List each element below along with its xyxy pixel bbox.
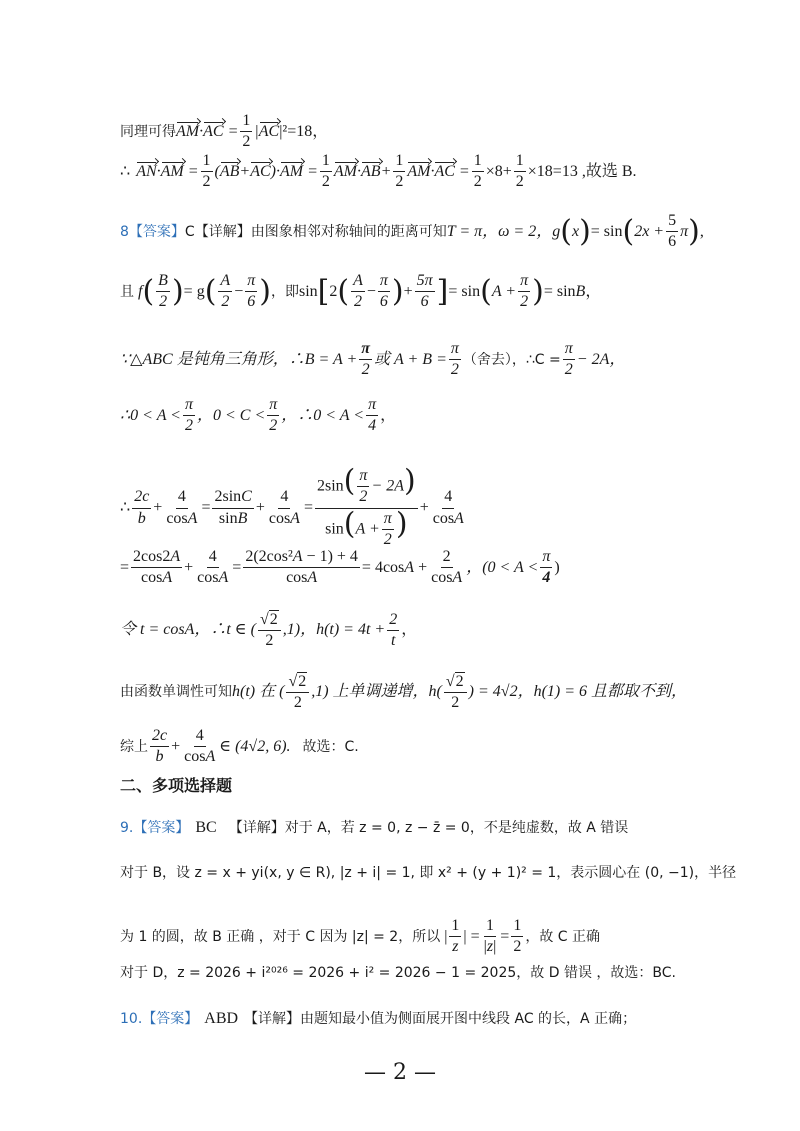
text: − 2A， bbox=[576, 350, 626, 368]
text: ，即 bbox=[270, 283, 299, 300]
text: ×18=13 ,故选 B. bbox=[527, 162, 637, 180]
line-q10 bbox=[120, 1011, 700, 1027]
line-q9 bbox=[120, 820, 700, 836]
text: T = π，ω = 2， bbox=[446, 222, 553, 240]
text: ∈ (4√2, 6). bbox=[219, 737, 291, 755]
answer-label: 8【答案】 bbox=[120, 223, 185, 240]
text: 或 A + B = bbox=[374, 350, 447, 368]
text: ， bbox=[380, 406, 397, 424]
text: ，∴0 < A < bbox=[281, 406, 365, 424]
text: 且 bbox=[120, 283, 134, 300]
line-q9-d bbox=[120, 966, 700, 980]
text: C【详解】 bbox=[184, 223, 251, 240]
line-an-am: ∴ AN·AM = $\frac{1}{2}$ (AB+AC)·AM = $\frac{1}{2}$ AM·AB+ $\frac{1}{2}$ AM·AC = $\frac{1}{2}$ ×8+ $\frac{1}{2}$ ×18=13 ,故选 B. bbox=[120, 152, 637, 191]
text: 为 1 的圆，故 B 正确 ，对于 C 因为 |z| = 2，所以 bbox=[120, 928, 441, 945]
text: |²=18， bbox=[279, 122, 329, 140]
line-conclusion: 综上 $\frac{2c}{b}$ + $\frac{4}{\cos A}$ ∈ (4√2, 6). 故选：C. bbox=[120, 727, 359, 766]
text: 同理可得 bbox=[120, 123, 176, 140]
text: ，(0 < A < bbox=[466, 558, 539, 576]
text: ,1)，h(t) = 4t + bbox=[282, 621, 386, 639]
text: h(t) 在 ( bbox=[232, 683, 285, 701]
answer-label: 10.【答案】 bbox=[120, 1011, 199, 1027]
text: 对于 D，z = 2026 + i²⁰²⁶ = 2026 + i² = 2026 − 1 = 2025，故 D 错误 ，故选：BC. bbox=[120, 965, 676, 981]
text: 【详解】对于 A，若 z = 0, z − z̄ = 0，不是纯虚数，故 A 错误 bbox=[228, 820, 629, 836]
text: 对于 B，设 z = x + yi(x, y ∈ R), |z + i| = 1, 即 x² + (y + 1)² = 1，表示圆心在 (0, −1)，半径 bbox=[120, 865, 737, 881]
page-number: — 2 — bbox=[364, 1060, 436, 1085]
text: 由图象相邻对称轴间的距离可知 bbox=[250, 223, 447, 240]
section-heading: 二、多项选择题 bbox=[120, 776, 233, 795]
text: ABD bbox=[204, 1010, 239, 1027]
line-range: ∴0 < A < $\frac{\pi}{2}$ ，0 < C < $\frac{\pi}{2}$ ，∴0 < A < $\frac{\pi}{4}$ ， bbox=[120, 396, 397, 435]
line-q9-b bbox=[120, 865, 737, 881]
line-q8: 8【答案】 C【详解】 由图象相邻对称轴间的距离可知 T = π，ω = 2， g ( x ) = sin ( 2x + $\frac{5}{6}$ π ) , bbox=[120, 212, 704, 251]
line-am-ac: 同理可得 AM·AC = $\frac{1}{2}$ |AC |²=18， bbox=[120, 112, 329, 151]
answer-label: 9.【答案】 bbox=[120, 820, 190, 836]
line-q9-c: 为 1 的圆，故 B 正确 ，对于 C 因为 |z| = 2，所以 | $\frac{1}{z}$ | = $\frac{1}{|z|}$ = $\frac{1}{2}$ ，故 C 正确 bbox=[120, 917, 601, 956]
text: BC bbox=[195, 819, 217, 836]
line-f-g: 且 f ( $\frac{B}{2}$ ) = g ( $\frac{A}{2}$ − $\frac{\pi}{6}$ ) ，即 sin [ 2 ( $\frac{A}{2}$ − $\frac{\pi}{6}$ ) + $\frac{5\pi}{6}$ ] = sin ( A + $\frac{\pi}{2}$ ) = sin B ， bbox=[120, 272, 602, 311]
text: ,1) 上单调递增，h( bbox=[311, 683, 442, 701]
text: 由函数单调性可知 bbox=[120, 684, 232, 701]
line-monotone: 由函数单调性可知 h(t) 在 ( $\frac{√2}{2}$ ,1) 上单调递增，h( $\frac{√2}{2}$ ) = 4√2，h(1) = 6 且都取不到， bbox=[120, 673, 688, 712]
line-ratio: ∴ $\frac{2c}{b}$ + $\frac{4}{\cos A}$ = $\frac{2\sin C}{\sin B}$ + $\frac{4}{\cos A}$ = 2sin( $\frac{\pi}{2}$ − 2A) sin(A + $\frac{\pi}{2}$ ) + $\frac{4}{\cos A}$ bbox=[120, 463, 464, 549]
text: 故选：C. bbox=[302, 738, 359, 755]
text: ∴0 < A < bbox=[120, 406, 181, 424]
line-obtuse: ∵△ABC 是钝角三角形，∴B = A + $\frac{\pi}{2}$ 或 A + B = $\frac{\pi}{2}$ （舍去），∴C = $\frac{\pi}{2}$ − 2A， bbox=[120, 340, 626, 379]
line-cos2a: = $\frac{2\cos 2A}{\cos A}$ + $\frac{4}{\cos A}$ = $\frac{\text{2(2cos²A − 1) + 4}}{\cos A}$ = 4cosA + $\frac{2}{\cos A}$ ，(0 < A < $\frac{\pi}{4}$ ) bbox=[120, 548, 560, 587]
text: 令 t = cosA，∴t ∈ ( bbox=[120, 621, 256, 639]
text: ，0 < C < bbox=[196, 406, 266, 424]
text: ∵△ABC 是钝角三角形，∴B = A + bbox=[120, 350, 358, 368]
text: ，故 C 正确 bbox=[525, 928, 601, 945]
line-let-t: 令 t = cosA，∴t ∈ ( $\frac{√2}{2}$ ,1)，h(t) = 4t + $\frac{2}{t}$ ， bbox=[120, 610, 418, 650]
text: ) = 4√2，h(1) = 6 且都取不到， bbox=[468, 683, 688, 701]
text: 【详解】由题知最小值为侧面展开图中线段 AC 的长，A 正确； bbox=[244, 1011, 637, 1027]
text: 综上 bbox=[120, 738, 148, 755]
text: （舍去），∴C = bbox=[462, 351, 561, 368]
